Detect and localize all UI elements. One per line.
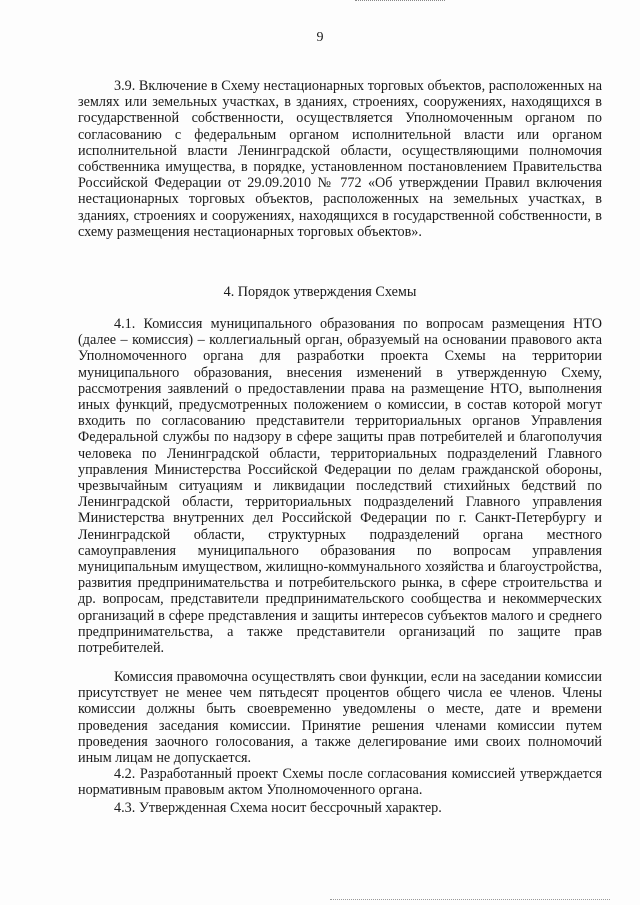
scan-artifact: [355, 0, 445, 3]
paragraph-4-3: 4.3. Утвержденная Схема носит бессрочный характер.: [114, 800, 442, 816]
paragraph-3-9: 3.9. Включение в Схему нестационарных торговых объектов, расположенных на землях или земельных участках, в зданиях, строениях, сооружениях, находящихся в государственной собственности, осуществляется Уполномоченным органом по согласованию с федеральным органом исполнительной власти или органом исполнительной власти Ленинградской области, осуществляющими полномочия собственника имущества, в порядке, установленном постановлением Правительства Российской Федерации от 29.09.2010 № 772 «Об утверждении Правил включения нестационарных торговых объектов, расположенных на земельных участках, в зданиях, строениях и сооружениях, находящихся в государственной собственности, в схему размещения нестационарных торговых объектов».: [78, 78, 602, 240]
page-number: 9: [316, 30, 324, 45]
paragraph-4-1: 4.1. Комиссия муниципального образования по вопросам размещения НТО (далее – комиссия) – коллегиальный орган, образуемый на основании правового акта Уполномоченного органа для разработки проекта Схемы на территории муниципального образования, внесения изменений в утвержденную Схему, рассмотрения заявлений о предоставлении права на размещение НТО, выполнения иных функций, предусмотренных положением о комиссии, в состав которой могут входить по согласованию представители территориальных органов Управления Федеральной службы по надзору в сфере защиты прав потребителей и благополучия человека по Ленинградской области, территориальных подразделений Главного управления Министерства Российской Федерации по делам гражданской обороны, чрезвычайным ситуациям и ликвидации последствий стихийных бедствий по Ленинградской области, территориальных подразделений Главного управления Министерства внутренних дел Российской Федерации по г. Санкт-Петербургу и Ленинградской области, структурных подразделений органа местного самоуправления муниципального образования по вопросам управления муниципальным имуществом, жилищно-коммунального хозяйства и благоустройства, развития предпринимательства и потребительского рынка, в сфере строительства и др. вопросам, представители предпринимательского сообщества и некоммерческих организаций в сфере представления и защиты интересов субъектов малого и среднего предпринимательства, а также представители организаций по защите прав потребителей.: [78, 316, 602, 657]
section-heading-4: 4. Порядок утверждения Схемы: [223, 284, 417, 300]
scan-artifact: [330, 899, 610, 903]
paragraph-4-2: 4.2. Разработанный проект Схемы после согласования комиссией утверждается нормативным правовым актом Уполномоченного органа.: [78, 766, 602, 799]
paragraph-4-1-quorum: Комиссия правомочна осуществлять свои функции, если на заседании комиссии присутствует не менее чем пятьдесят процентов общего числа ее членов. Члены комиссии должны быть своевременно уведомлены о месте, дате и времени проведения заседания комиссии. Принятие решения членами комиссии путем проведения заочного голосования, а также делегирование ими своих полномочий иным лицам не допускается.: [78, 669, 602, 767]
